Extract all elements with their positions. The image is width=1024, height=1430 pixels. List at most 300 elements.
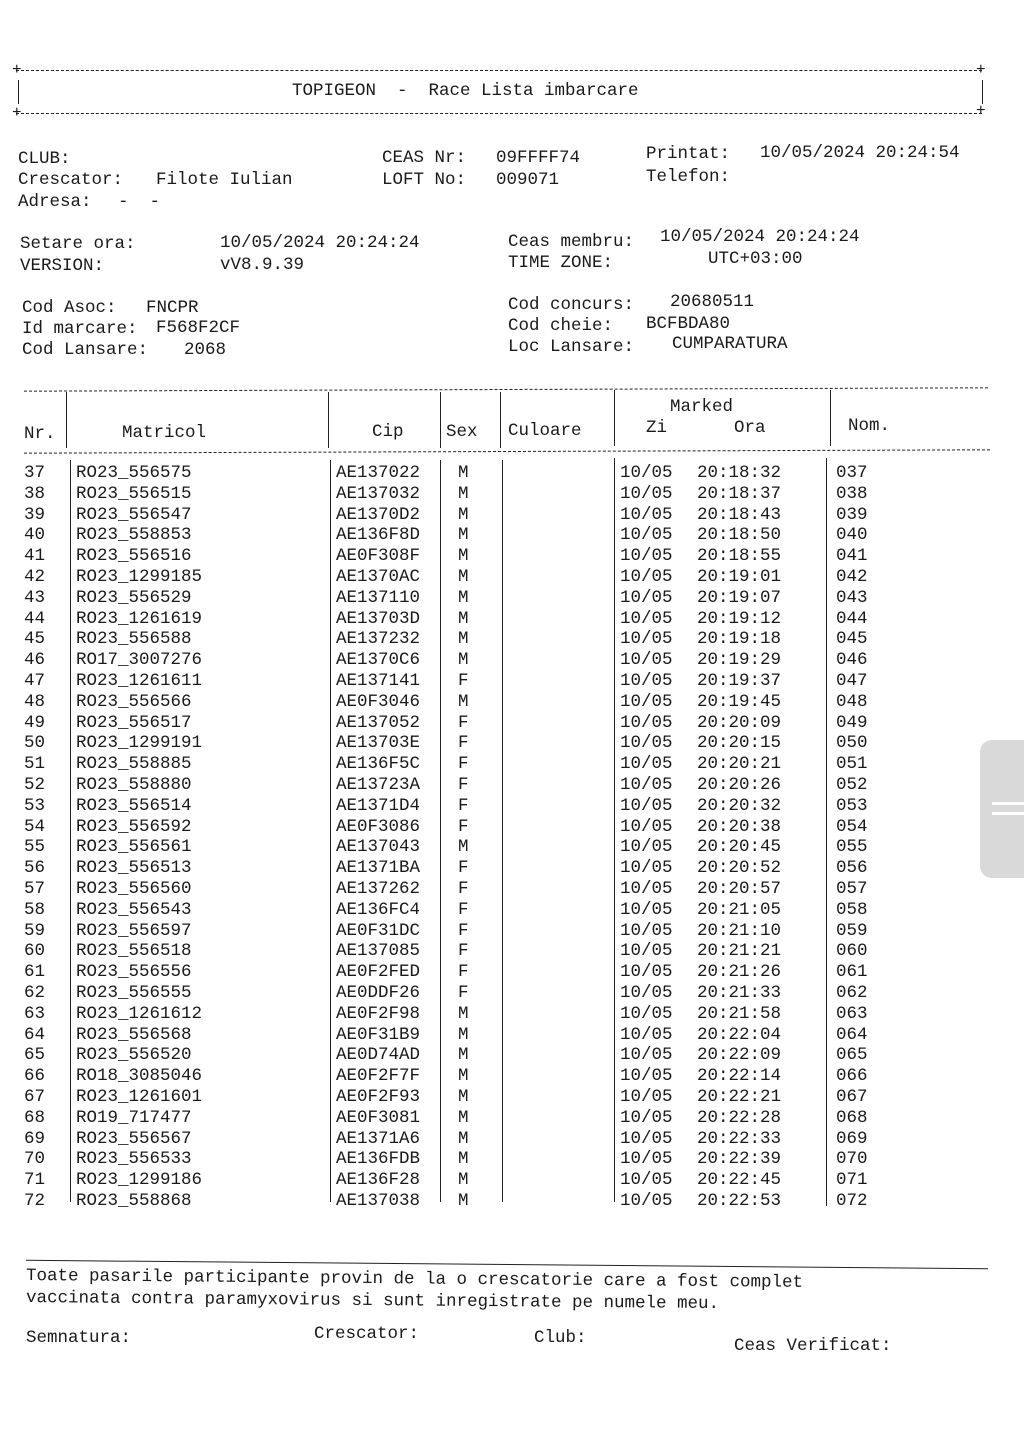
drag-handle-icon[interactable] bbox=[980, 740, 1024, 878]
adresa-value: - - bbox=[118, 192, 161, 212]
cell-cip: AE137141 bbox=[336, 670, 421, 691]
cell-ora: 20:18:50 bbox=[697, 525, 782, 546]
table-row bbox=[0, 588, 1024, 609]
cell-zi: 10/05 bbox=[620, 587, 673, 608]
crescator-value: Filote Iulian bbox=[156, 170, 293, 190]
cell-ora: 20:22:14 bbox=[697, 1066, 782, 1087]
cell-zi: 10/05 bbox=[620, 754, 673, 775]
cell-matricol: RO19_717477 bbox=[76, 1107, 192, 1128]
cell-matricol: RO23_556575 bbox=[76, 463, 192, 483]
cell-zi: 10/05 bbox=[620, 691, 673, 712]
cell-nom: 066 bbox=[836, 1066, 868, 1087]
cell-nr: 70 bbox=[24, 1149, 46, 1170]
cell-ora: 20:22:45 bbox=[697, 1170, 782, 1191]
cell-nr: 66 bbox=[24, 1066, 46, 1087]
cell-zi: 10/05 bbox=[620, 463, 673, 483]
cell-zi: 10/05 bbox=[620, 733, 673, 754]
cell-cip: AE13703D bbox=[336, 608, 421, 629]
table-row bbox=[0, 484, 1024, 505]
cell-nom: 037 bbox=[836, 463, 868, 483]
cell-nom: 069 bbox=[836, 1128, 868, 1149]
cod-asoc-value: FNCPR bbox=[146, 298, 199, 318]
cell-nr: 71 bbox=[24, 1170, 46, 1191]
table-row bbox=[0, 1004, 1024, 1025]
header-nr: Nr. bbox=[24, 424, 56, 444]
cell-ora: 20:19:18 bbox=[697, 629, 782, 650]
cell-nr: 45 bbox=[24, 629, 46, 650]
setare-ora-value: 10/05/2024 20:24:24 bbox=[220, 233, 420, 253]
table-row bbox=[0, 1149, 1024, 1170]
cell-cip: AE137085 bbox=[336, 941, 421, 962]
cell-nom: 047 bbox=[836, 670, 868, 691]
cell-cip: AE0DDF26 bbox=[336, 982, 421, 1003]
cell-zi: 10/05 bbox=[620, 483, 673, 504]
cell-nom: 071 bbox=[836, 1170, 868, 1191]
cell-cip: AE1371BA bbox=[336, 858, 421, 879]
cell-nr: 68 bbox=[24, 1107, 46, 1128]
cell-zi: 10/05 bbox=[620, 1128, 673, 1149]
title-box-corner: + bbox=[12, 61, 22, 79]
cell-nr: 65 bbox=[24, 1045, 46, 1066]
cell-ora: 20:19:37 bbox=[697, 670, 782, 691]
cell-matricol: RO23_556520 bbox=[76, 1045, 192, 1066]
table-row bbox=[0, 1191, 1024, 1212]
cell-cip: AE1370AC bbox=[336, 566, 421, 587]
title-box-top-border bbox=[16, 70, 982, 71]
header-marked: Marked bbox=[670, 397, 734, 417]
cell-zi: 10/05 bbox=[620, 837, 673, 858]
cell-nom: 070 bbox=[836, 1149, 868, 1170]
cod-concurs-value: 20680511 bbox=[670, 292, 755, 312]
table-row bbox=[0, 775, 1024, 796]
cell-zi: 10/05 bbox=[620, 858, 673, 879]
cell-matricol: RO23_556533 bbox=[76, 1149, 192, 1170]
cell-ora: 20:18:32 bbox=[697, 463, 782, 483]
cell-ora: 20:19:12 bbox=[697, 608, 782, 629]
cell-nom: 052 bbox=[836, 774, 868, 795]
cell-nom: 062 bbox=[836, 982, 868, 1003]
header-culoare: Culoare bbox=[508, 421, 582, 441]
cell-ora: 20:22:39 bbox=[697, 1149, 782, 1170]
table-row bbox=[0, 671, 1024, 692]
cell-ora: 20:19:45 bbox=[697, 691, 782, 712]
cell-sex: F bbox=[458, 899, 469, 920]
id-marcare-label: Id marcare: bbox=[22, 319, 138, 339]
cell-cip: AE0F31DC bbox=[336, 920, 421, 941]
cell-nr: 61 bbox=[24, 962, 46, 983]
table-row bbox=[0, 817, 1024, 838]
cell-matricol: RO23_558880 bbox=[76, 774, 192, 795]
cell-nom: 063 bbox=[836, 1003, 868, 1024]
cell-nom: 046 bbox=[836, 650, 868, 671]
cell-sex: F bbox=[458, 795, 469, 816]
cell-sex: F bbox=[458, 920, 469, 941]
loft-no-value: 009071 bbox=[496, 170, 560, 190]
cell-nom: 072 bbox=[836, 1190, 868, 1211]
table-row bbox=[0, 941, 1024, 962]
cell-nr: 37 bbox=[24, 463, 46, 483]
cell-nr: 43 bbox=[24, 587, 46, 608]
table-row bbox=[0, 505, 1024, 526]
cell-nr: 40 bbox=[24, 525, 46, 546]
cell-sex: M bbox=[458, 1024, 469, 1045]
time-zone-value: UTC+03:00 bbox=[708, 249, 803, 269]
cell-nr: 47 bbox=[24, 670, 46, 691]
title-box-left-border bbox=[18, 80, 19, 104]
cell-ora: 20:20:45 bbox=[697, 837, 782, 858]
title-box-right-border bbox=[982, 80, 983, 104]
cell-ora: 20:19:01 bbox=[697, 566, 782, 587]
cell-matricol: RO23_558885 bbox=[76, 754, 192, 775]
title-box-corner: + bbox=[12, 104, 22, 122]
cell-nom: 059 bbox=[836, 920, 868, 941]
cell-nom: 057 bbox=[836, 878, 868, 899]
cell-ora: 20:18:55 bbox=[697, 546, 782, 567]
table-row bbox=[0, 692, 1024, 713]
cell-matricol: RO23_556566 bbox=[76, 691, 192, 712]
cell-matricol: RO23_1261611 bbox=[76, 670, 203, 691]
cell-sex: M bbox=[458, 1107, 469, 1128]
cell-nom: 065 bbox=[836, 1045, 868, 1066]
cell-nr: 38 bbox=[24, 483, 46, 504]
table-row bbox=[0, 1045, 1024, 1066]
footer-statement-line1: Toate pasarile participante provin de la o crescatorie care a fost complet bbox=[25, 1266, 804, 1293]
cell-sex: F bbox=[458, 816, 469, 837]
cell-ora: 20:21:05 bbox=[697, 899, 782, 920]
cell-matricol: RO23_556513 bbox=[76, 858, 192, 879]
cell-cip: AE0F31B9 bbox=[336, 1024, 421, 1045]
cell-nr: 56 bbox=[24, 858, 46, 879]
table-row bbox=[0, 463, 1024, 484]
header-zi: Zi bbox=[646, 418, 668, 438]
footer-crescator-label: Crescator: bbox=[314, 1324, 420, 1344]
setare-ora-label: Setare ora: bbox=[20, 234, 136, 254]
cell-ora: 20:20:52 bbox=[697, 858, 782, 879]
cell-nr: 42 bbox=[24, 566, 46, 587]
cell-zi: 10/05 bbox=[620, 525, 673, 546]
cell-sex: M bbox=[458, 1128, 469, 1149]
cell-nom: 055 bbox=[836, 837, 868, 858]
cell-ora: 20:21:21 bbox=[697, 941, 782, 962]
cell-zi: 10/05 bbox=[620, 1024, 673, 1045]
title-box-corner: + bbox=[976, 102, 986, 120]
cell-ora: 20:18:43 bbox=[697, 504, 782, 525]
header-sex: Sex bbox=[446, 422, 478, 442]
cell-zi: 10/05 bbox=[620, 566, 673, 587]
cell-matricol: RO23_556597 bbox=[76, 920, 192, 941]
cell-ora: 20:20:38 bbox=[697, 816, 782, 837]
cell-sex: F bbox=[458, 858, 469, 879]
cell-cip: AE0F2FED bbox=[336, 962, 421, 983]
cell-sex: M bbox=[458, 1003, 469, 1024]
cell-nr: 51 bbox=[24, 754, 46, 775]
cell-cip: AE1370C6 bbox=[336, 650, 421, 671]
cell-nr: 49 bbox=[24, 712, 46, 733]
table-row bbox=[0, 650, 1024, 671]
telefon-label: Telefon: bbox=[646, 167, 731, 187]
table-row bbox=[0, 983, 1024, 1004]
cell-zi: 10/05 bbox=[620, 1003, 673, 1024]
cell-ora: 20:20:57 bbox=[697, 878, 782, 899]
cell-sex: M bbox=[458, 837, 469, 858]
cell-sex: M bbox=[458, 1190, 469, 1211]
cell-matricol: RO23_556556 bbox=[76, 962, 192, 983]
cell-sex: F bbox=[458, 878, 469, 899]
cod-lansare-label: Cod Lansare: bbox=[22, 340, 149, 360]
cell-zi: 10/05 bbox=[620, 982, 673, 1003]
cell-cip: AE0F2F7F bbox=[336, 1066, 421, 1087]
cell-nr: 52 bbox=[24, 774, 46, 795]
table-row bbox=[0, 754, 1024, 775]
cell-ora: 20:22:28 bbox=[697, 1107, 782, 1128]
table-row bbox=[0, 1108, 1024, 1129]
cell-zi: 10/05 bbox=[620, 670, 673, 691]
cell-nom: 040 bbox=[836, 525, 868, 546]
table-row bbox=[0, 921, 1024, 942]
cell-nom: 058 bbox=[836, 899, 868, 920]
cell-zi: 10/05 bbox=[620, 962, 673, 983]
printat-value: 10/05/2024 20:24:54 bbox=[760, 143, 960, 163]
cell-cip: AE136F5C bbox=[336, 754, 421, 775]
cell-zi: 10/05 bbox=[620, 1149, 673, 1170]
title-box-corner: + bbox=[976, 61, 986, 79]
cell-nom: 049 bbox=[836, 712, 868, 733]
cell-matricol: RO17_3007276 bbox=[76, 650, 203, 671]
cell-nr: 63 bbox=[24, 1003, 46, 1024]
table-row bbox=[0, 525, 1024, 546]
loc-lansare-value: CUMPARATURA bbox=[672, 334, 788, 354]
cell-matricol: RO23_556516 bbox=[76, 546, 192, 567]
cell-zi: 10/05 bbox=[620, 629, 673, 650]
cell-ora: 20:20:15 bbox=[697, 733, 782, 754]
cell-cip: AE1370D2 bbox=[336, 504, 421, 525]
cell-cip: AE13703E bbox=[336, 733, 421, 754]
ceas-nr-value: 09FFFF74 bbox=[496, 148, 581, 168]
table-row bbox=[0, 1129, 1024, 1150]
cell-matricol: RO23_1261601 bbox=[76, 1086, 203, 1107]
table-row bbox=[0, 837, 1024, 858]
cell-zi: 10/05 bbox=[620, 608, 673, 629]
cell-zi: 10/05 bbox=[620, 1066, 673, 1087]
cell-ora: 20:18:37 bbox=[697, 483, 782, 504]
title-box-bottom-border bbox=[16, 113, 982, 114]
cell-matricol: RO23_558868 bbox=[76, 1190, 192, 1211]
cell-matricol: RO23_1299191 bbox=[76, 733, 203, 754]
cell-sex: M bbox=[458, 525, 469, 546]
cell-matricol: RO23_556547 bbox=[76, 504, 192, 525]
cell-nr: 59 bbox=[24, 920, 46, 941]
cell-cip: AE137038 bbox=[336, 1190, 421, 1211]
cell-sex: M bbox=[458, 463, 469, 483]
cell-zi: 10/05 bbox=[620, 712, 673, 733]
cell-nom: 061 bbox=[836, 962, 868, 983]
cell-matricol: RO23_1299186 bbox=[76, 1170, 203, 1191]
table-row bbox=[0, 1087, 1024, 1108]
table-header-bottom-border bbox=[24, 449, 990, 453]
cell-sex: F bbox=[458, 982, 469, 1003]
cell-zi: 10/05 bbox=[620, 941, 673, 962]
table-row bbox=[0, 733, 1024, 754]
cell-nr: 54 bbox=[24, 816, 46, 837]
table-row bbox=[0, 629, 1024, 650]
cell-nom: 041 bbox=[836, 546, 868, 567]
cell-cip: AE136F8D bbox=[336, 525, 421, 546]
footer-statement-line2: vaccinata contra paramyxovirus si sunt inregistrate pe numele meu. bbox=[25, 1288, 720, 1315]
cell-nr: 62 bbox=[24, 982, 46, 1003]
table-row bbox=[0, 713, 1024, 734]
cell-cip: AE0F2F98 bbox=[336, 1003, 421, 1024]
cell-zi: 10/05 bbox=[620, 816, 673, 837]
cell-sex: F bbox=[458, 670, 469, 691]
cell-sex: M bbox=[458, 1170, 469, 1191]
cell-ora: 20:22:33 bbox=[697, 1128, 782, 1149]
cell-nr: 41 bbox=[24, 546, 46, 567]
crescator-label: Crescator: bbox=[18, 170, 124, 190]
cell-ora: 20:22:04 bbox=[697, 1024, 782, 1045]
cell-ora: 20:20:32 bbox=[697, 795, 782, 816]
cell-nom: 053 bbox=[836, 795, 868, 816]
footer-club-label: Club: bbox=[534, 1328, 587, 1348]
cell-nom: 048 bbox=[836, 691, 868, 712]
cell-nom: 060 bbox=[836, 941, 868, 962]
cell-ora: 20:22:09 bbox=[697, 1045, 782, 1066]
table-row bbox=[0, 858, 1024, 879]
loft-no-label: LOFT No: bbox=[382, 170, 467, 190]
ceas-verificat-label: Ceas Verificat: bbox=[734, 1336, 892, 1356]
cell-sex: M bbox=[458, 504, 469, 525]
table-body bbox=[0, 463, 1024, 1212]
cell-nr: 50 bbox=[24, 733, 46, 754]
cell-ora: 20:22:53 bbox=[697, 1190, 782, 1211]
cell-matricol: RO23_1261612 bbox=[76, 1003, 203, 1024]
cell-nom: 064 bbox=[836, 1024, 868, 1045]
cell-matricol: RO23_556567 bbox=[76, 1128, 192, 1149]
cell-sex: F bbox=[458, 733, 469, 754]
cell-sex: M bbox=[458, 483, 469, 504]
cell-sex: M bbox=[458, 650, 469, 671]
cell-matricol: RO23_556529 bbox=[76, 587, 192, 608]
cod-cheie-value: BCFBDA80 bbox=[646, 314, 731, 334]
cell-matricol: RO23_556568 bbox=[76, 1024, 192, 1045]
table-row bbox=[0, 1025, 1024, 1046]
cell-nom: 042 bbox=[836, 566, 868, 587]
cell-cip: AE137043 bbox=[336, 837, 421, 858]
adresa-label: Adresa: bbox=[18, 192, 92, 212]
page-title: TOPIGEON - Race Lista imbarcare bbox=[292, 81, 639, 101]
cell-sex: M bbox=[458, 566, 469, 587]
cell-cip: AE136FDB bbox=[336, 1149, 421, 1170]
cod-lansare-value: 2068 bbox=[184, 340, 227, 360]
cell-matricol: RO23_1261619 bbox=[76, 608, 203, 629]
col-sep-culoare bbox=[614, 390, 615, 446]
cell-zi: 10/05 bbox=[620, 1107, 673, 1128]
cell-nom: 044 bbox=[836, 608, 868, 629]
cell-zi: 10/05 bbox=[620, 504, 673, 525]
cell-cip: AE137232 bbox=[336, 629, 421, 650]
cell-nr: 55 bbox=[24, 837, 46, 858]
cell-nr: 39 bbox=[24, 504, 46, 525]
cell-cip: AE137262 bbox=[336, 878, 421, 899]
cell-sex: M bbox=[458, 546, 469, 567]
cell-cip: AE136FC4 bbox=[336, 899, 421, 920]
table-row bbox=[0, 609, 1024, 630]
cell-cip: AE1371A6 bbox=[336, 1128, 421, 1149]
cell-zi: 10/05 bbox=[620, 1170, 673, 1191]
header-nom: Nom. bbox=[848, 416, 891, 436]
cell-ora: 20:20:21 bbox=[697, 754, 782, 775]
cell-sex: F bbox=[458, 712, 469, 733]
cell-ora: 20:20:26 bbox=[697, 774, 782, 795]
ceas-membru-label: Ceas membru: bbox=[508, 232, 635, 252]
ceas-membru-value: 10/05/2024 20:24:24 bbox=[660, 227, 860, 247]
cell-nr: 46 bbox=[24, 650, 46, 671]
cell-ora: 20:20:09 bbox=[697, 712, 782, 733]
cell-nom: 039 bbox=[836, 504, 868, 525]
cell-zi: 10/05 bbox=[620, 546, 673, 567]
cod-concurs-label: Cod concurs: bbox=[508, 295, 635, 315]
id-marcare-value: F568F2CF bbox=[156, 318, 241, 338]
cell-cip: AE0D74AD bbox=[336, 1045, 421, 1066]
cell-cip: AE0F3086 bbox=[336, 816, 421, 837]
cell-matricol: RO23_556560 bbox=[76, 878, 192, 899]
cell-cip: AE136F28 bbox=[336, 1170, 421, 1191]
table-row bbox=[0, 879, 1024, 900]
cell-matricol: RO23_556517 bbox=[76, 712, 192, 733]
cell-matricol: RO23_1299185 bbox=[76, 566, 203, 587]
table-row bbox=[0, 546, 1024, 567]
col-sep-sex bbox=[500, 392, 501, 448]
cell-cip: AE0F2F93 bbox=[336, 1086, 421, 1107]
cell-matricol: RO23_558853 bbox=[76, 525, 192, 546]
cell-matricol: RO23_556592 bbox=[76, 816, 192, 837]
table-row bbox=[0, 962, 1024, 983]
cell-nom: 056 bbox=[836, 858, 868, 879]
cell-matricol: RO23_556588 bbox=[76, 629, 192, 650]
cell-nr: 60 bbox=[24, 941, 46, 962]
cell-ora: 20:19:29 bbox=[697, 650, 782, 671]
cell-sex: M bbox=[458, 691, 469, 712]
col-sep-marked bbox=[830, 390, 831, 446]
table-row bbox=[0, 1170, 1024, 1191]
cell-sex: F bbox=[458, 962, 469, 983]
cell-nr: 53 bbox=[24, 795, 46, 816]
cell-cip: AE0F3046 bbox=[336, 691, 421, 712]
cell-sex: M bbox=[458, 1045, 469, 1066]
cell-matricol: RO23_556515 bbox=[76, 483, 192, 504]
cell-zi: 10/05 bbox=[620, 774, 673, 795]
cell-ora: 20:21:10 bbox=[697, 920, 782, 941]
cell-sex: F bbox=[458, 754, 469, 775]
cod-cheie-label: Cod cheie: bbox=[508, 316, 614, 336]
cod-asoc-label: Cod Asoc: bbox=[22, 298, 117, 318]
cell-nom: 045 bbox=[836, 629, 868, 650]
table-row bbox=[0, 900, 1024, 921]
cell-nr: 69 bbox=[24, 1128, 46, 1149]
cell-nom: 067 bbox=[836, 1086, 868, 1107]
cell-cip: AE137110 bbox=[336, 587, 421, 608]
cell-sex: M bbox=[458, 629, 469, 650]
cell-zi: 10/05 bbox=[620, 1190, 673, 1211]
table-row bbox=[0, 567, 1024, 588]
cell-matricol: RO23_556514 bbox=[76, 795, 192, 816]
cell-matricol: RO23_556543 bbox=[76, 899, 192, 920]
cell-sex: F bbox=[458, 774, 469, 795]
header-ora: Ora bbox=[734, 418, 766, 438]
cell-sex: M bbox=[458, 1066, 469, 1087]
version-value: vV8.9.39 bbox=[220, 255, 305, 275]
cell-zi: 10/05 bbox=[620, 795, 673, 816]
header-cip: Cip bbox=[372, 422, 404, 442]
